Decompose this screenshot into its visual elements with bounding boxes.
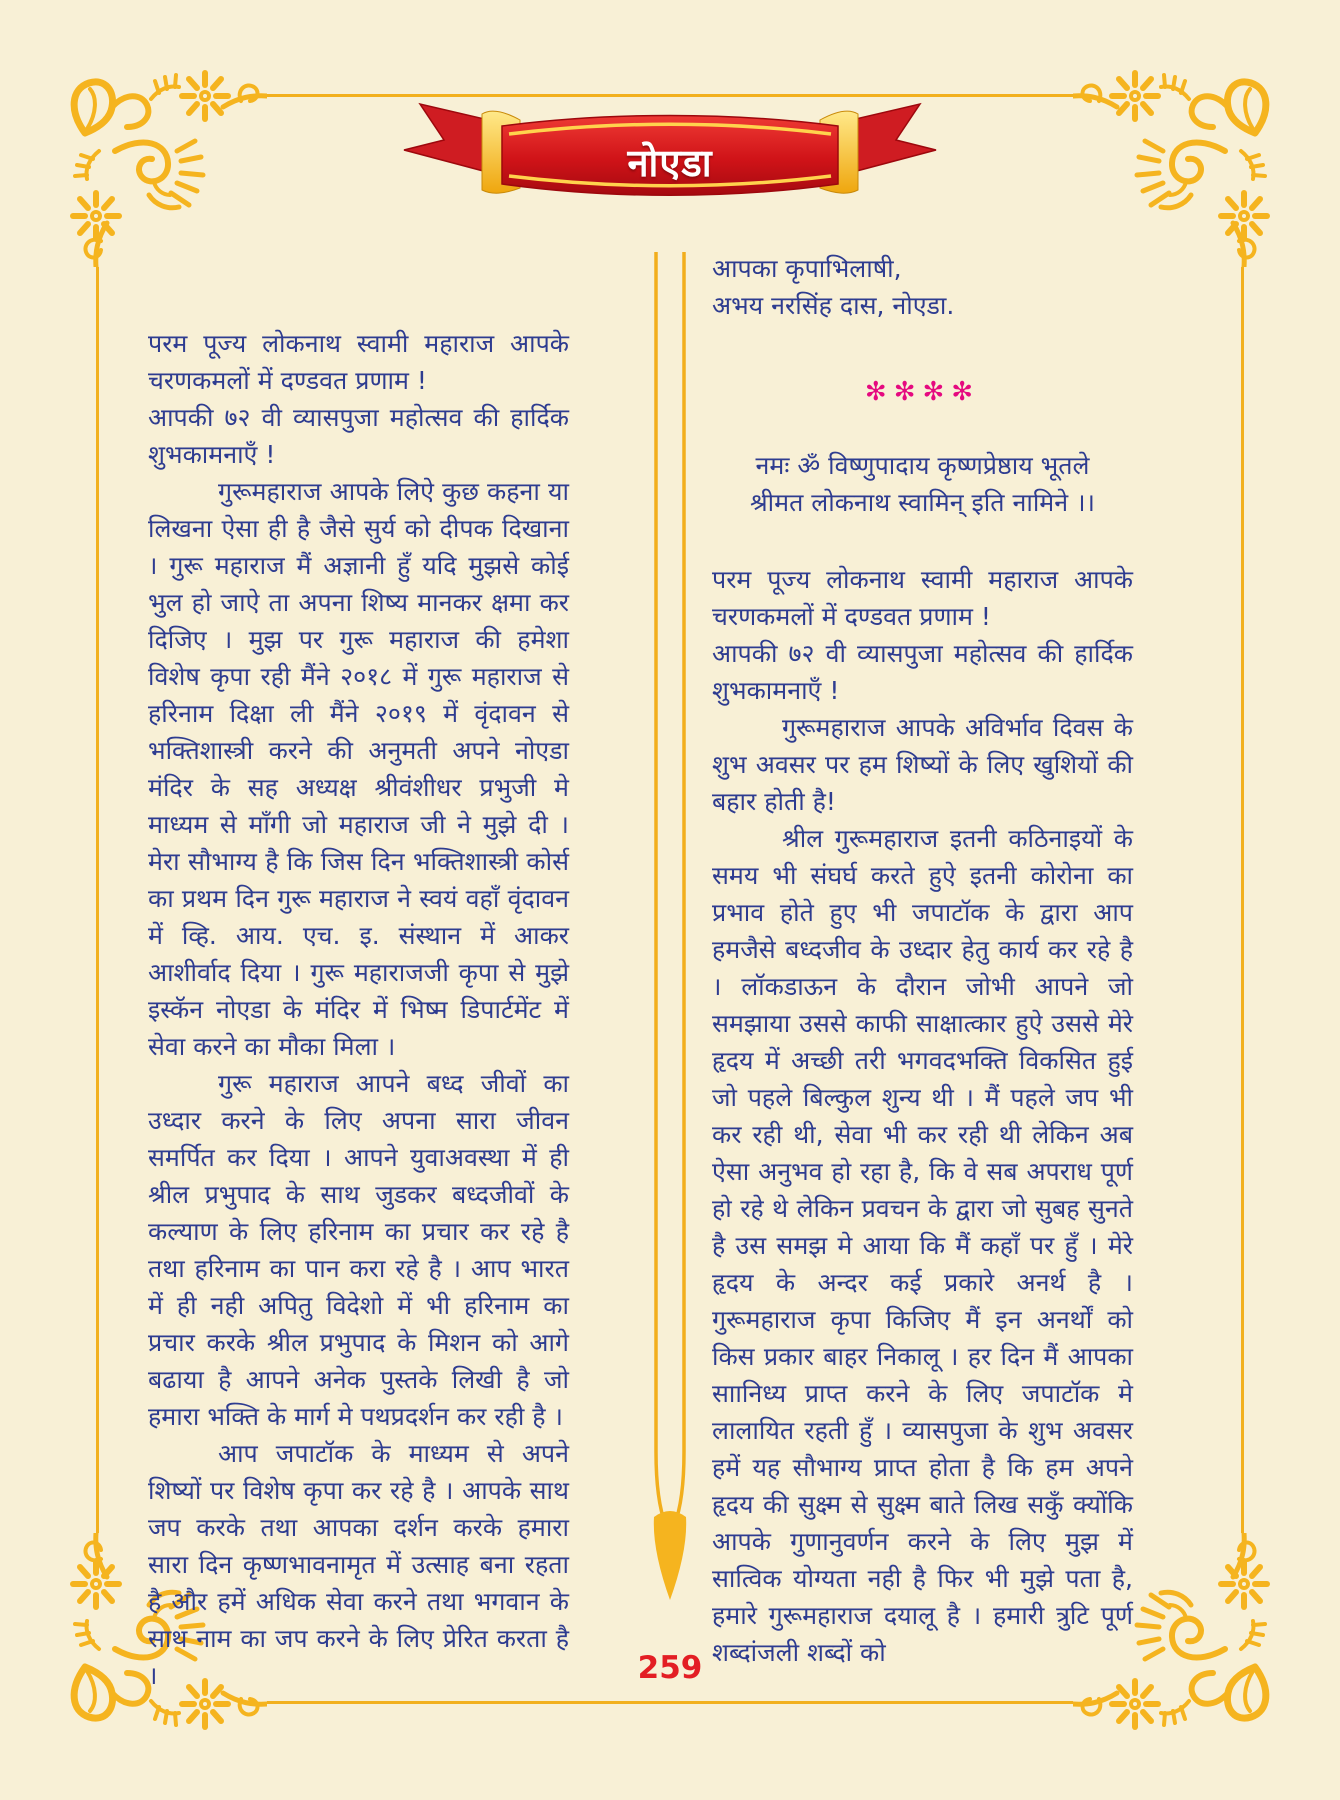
column-divider [646,252,694,1602]
ribbon-banner [390,92,950,212]
paragraph: परम पूज्य लोकनाथ स्वामी महाराज आपके चरणकमलों में दण्डवत प्रणाम ! [712,565,1133,631]
verse-line: नमः ॐ विष्णुपादाय कृष्णप्रेष्ठाय भूतले [755,451,1090,480]
paragraph: गुरूमहाराज आपके लिऐ कुछ कहना या लिखना ऐसा ही है जैसे सुर्य को दीपक दिखाना । गुरू महाराज मैं अज्ञानी हुँ यदि मुझसे कोई भुल हो जाऐ ता अपना शिष्य मानकर क्षमा कर दिजिए । मुझ पर गुरू महाराज की हमेशा विशेष कृपा रही मैंने २०१८ में गुरू महाराज से हरिनाम दिक्षा ली मैंने २०१९ में वृंदावन से भक्तिशास्त्री करने की अनुमती अपने नोएडा मंदिर के सह अध्यक्ष श्रीवंशीधर प्रभुजी मे माध्यम से माँगी जो महाराज जी ने मुझे दी । मेरा सौभाग्य है कि जिस दिन भक्तिशास्त्री कोर्स का प्रथम दिन गुरू महाराज ने स्वयं वहाँ वृंदावन में व्हि. आय. एच. इ. संस्थान में आकर आशीर्वाद दिया । गुरू महाराजजी कृपा से मुझे इस्कॅन नोएडा के मंदिर में भिष्म डिपार्टमेंट में सेवा करने का मौका मिला । [148,477,569,1061]
signature-block [712,250,1133,324]
left-text-column [148,325,569,1694]
paragraph: गुरूमहाराज आपके अविर्भाव दिवस के शुभ अवसर पर हम शिष्यों के लिए खुशियों की बहार होती है! [712,713,1133,816]
paragraph: परम पूज्य लोकनाथ स्वामी महाराज आपके चरणकमलों में दण्डवत प्रणाम ! [148,329,569,395]
floral-corner-ornament-top-right [1073,55,1285,267]
floral-corner-ornament-top-left [55,55,267,267]
paragraph: आपकी ७२ वी व्यासपुजा महोत्सव की हार्दिक शुभकामनाएँ ! [148,403,569,469]
signature-line: आपका कृपाभिलाषी, [712,254,902,283]
banner-title: नोएडा [627,141,713,185]
verse-line: श्रीमत लोकनाथ स्वामिन् इति नामिने ।। [749,488,1096,517]
asterisk-separator-icon: ✻✻✻✻ [864,377,981,407]
paragraph: आप जपाटॉक के माध्यम से अपने शिष्यों पर विशेष कृपा कर रहे है । आपके साथ जप करके तथा आपका दर्शन करके हमारा सारा दिन कृष्णभावनामृत में उत्साह बना रहता है और हमें अधिक सेवा करने तथा भगवान के साथ नाम का जप करने के लिए प्रेरित करता है । [148,1439,569,1690]
page-number: 259 [637,1650,703,1686]
right-text-column [712,250,1133,1671]
paragraph: आपकी ७२ वी व्यासपुजा महोत्सव की हार्दिक शुभकामनाएँ ! [712,639,1133,705]
paragraph: गुरू महाराज आपने बध्द जीवों का उध्दार करने के लिए अपना सारा जीवन समर्पित कर दिया । आपने युवाअवस्था में ही श्रील प्रभुपाद के साथ जुडकर बध्दजीवों के कल्याण के लिए हरिनाम का प्रचार कर रहे है तथा हरिनाम का पान करा रहे है । आप भारत में ही नही अपितु विदेशो में भी हरिनाम का प्रचार करके श्रील प्रभुपाद के मिशन को आगे बढाया है आपने अनेक पुस्तके लिखी है जो हमारा भक्ति के मार्ग मे पथप्रदर्शन कर रही है । [148,1069,569,1431]
arrow-divider-icon [646,252,694,1602]
invocation-verse [712,447,1133,521]
paragraph: श्रील गुरूमहाराज इतनी कठिनाइयों के समय भी संघर्घ करते हुऐ इतनी कोरोना का प्रभाव होते हुए भी जपाटॉक के द्वारा आप हमजैसे बध्दजीव के उध्दार हेतु कार्य कर रहे है । लॉकडाऊन के दौरान जोभी आपने जो समझाया उससे काफी साक्षात्कार हुऐ उससे मेरे हृदय में अच्छी तरी भगवदभक्ति विकसित हुई जो पहले बिल्कुल शुन्य थी । मैं पहले जप भी कर रही थी, सेवा भी कर रही थी लेकिन अब ऐसा अनुभव हो रहा है, कि वे सब अपराध पूर्ण हो रहे थे लेकिन प्रवचन के द्वारा जो सुबह सुनते है उस समझ मे आया कि मैं कहाँ पर हुँ । मेरे हृदय के अन्दर कई प्रकारे अनर्थ है । गुरूमहाराज कृपा किजिए मैं इन अनर्थों को किस प्रकार बाहर निकालू । हर दिन मैं आपका साानिध्य प्राप्त करने के लिए जपाटॉक मे लालायित रहती हुँ । व्यासपुजा के शुभ अवसर हमें यह सौभाग्य प्राप्त होता है कि हम अपने हृदय की सुक्ष्म से सुक्ष्म बाते लिख सकुँ क्योंकि आपके गुणानुवर्णन करने के लिए मुझ में सात्विक योग्यता नही है फिर भी मुझे पता है, हमारे गुरूमहाराज दयालू है । हमारी त्रुटि पूर्ण शब्दांजली शब्दों को [712,824,1133,1667]
signature-line: अभय नरसिंह दास, नोएडा. [712,291,955,320]
